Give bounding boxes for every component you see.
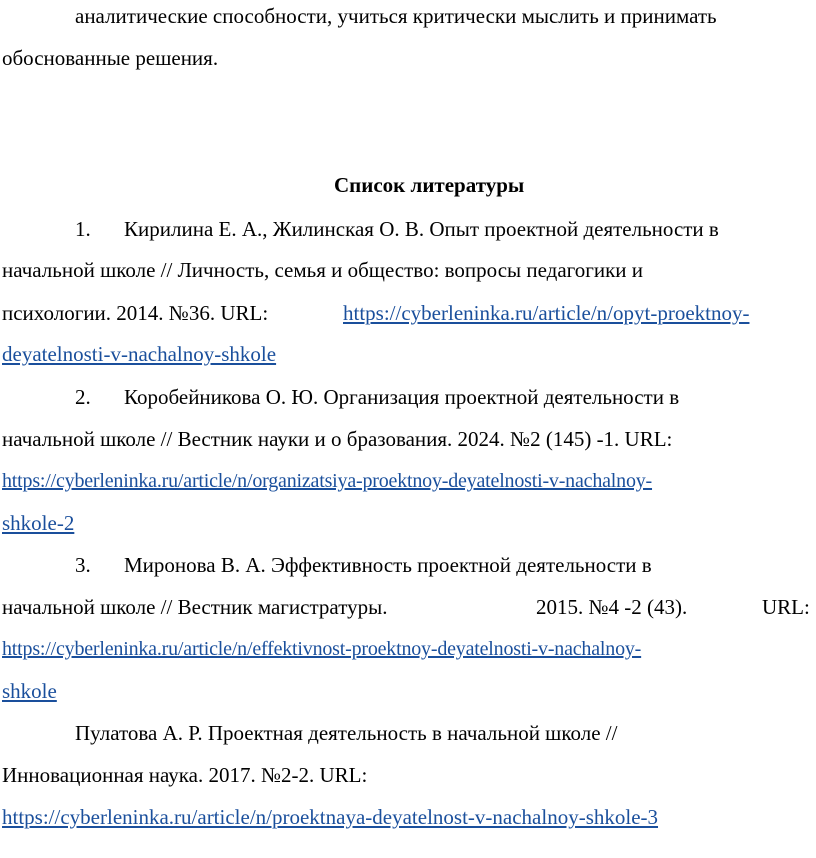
intro-line-2: обоснованные решения. <box>2 46 219 70</box>
ref-2-link-part-1[interactable]: https://cyberleninka.ru/article/n/organizatsiya-proektnoy-deyatelnosti-v-nachalnoy- <box>2 470 653 492</box>
ref-1-number: 1. <box>75 217 91 241</box>
ref-1-line-3: психологии. 2014. №36. URL: <box>2 301 269 325</box>
ref-1-link-part-2[interactable]: deyatelnosti-v-nachalnoy-shkole <box>2 342 277 366</box>
ref-2-line-1: Коробейникова О. Ю. Организация проектной деятельности в <box>124 385 680 409</box>
ref-1-line-2: начальной школе // Личность, семья и общество: вопросы педагогики и <box>2 258 644 282</box>
ref-4-link[interactable]: https://cyberleninka.ru/article/n/proektnaya-deyatelnost-v-nachalnoy-shkole-3 <box>2 805 659 829</box>
ref-3-line-1: Миронова В. А. Эффективность проектной деятельности в <box>124 553 652 577</box>
ref-1-link-part-1[interactable]: https://cyberleninka.ru/article/n/opyt-proektnoy- <box>343 301 750 325</box>
ref-4-line-2: Инновационная наука. 2017. №2-2. URL: <box>2 763 368 787</box>
ref-3-line-2c: URL: <box>762 595 810 619</box>
ref-3-line-2a: начальной школе // Вестник магистратуры. <box>2 595 388 619</box>
ref-4-line-1: Пулатова А. Р. Проектная деятельность в начальной школе // <box>75 721 618 745</box>
references-title: Список литературы <box>334 173 525 197</box>
ref-3-link-part-1[interactable]: https://cyberleninka.ru/article/n/effektivnost-proektnoy-deyatelnosti-v-nachalnoy- <box>2 638 642 660</box>
ref-2-line-2: начальной школе // Вестник науки и о бразования. 2024. №2 (145) -1. URL: <box>2 427 673 451</box>
ref-3-link-part-2[interactable]: shkole <box>2 679 57 703</box>
ref-2-link-part-2[interactable]: shkole-2 <box>2 511 75 535</box>
ref-1-line-1: Кирилина Е. А., Жилинская О. В. Опыт проектной деятельности в <box>124 217 719 241</box>
ref-3-number: 3. <box>75 553 91 577</box>
ref-3-line-2b: 2015. №4 -2 (43). <box>536 595 688 619</box>
intro-line-1: аналитические способности, учиться критически мыслить и принимать <box>75 4 717 28</box>
ref-2-number: 2. <box>75 385 91 409</box>
